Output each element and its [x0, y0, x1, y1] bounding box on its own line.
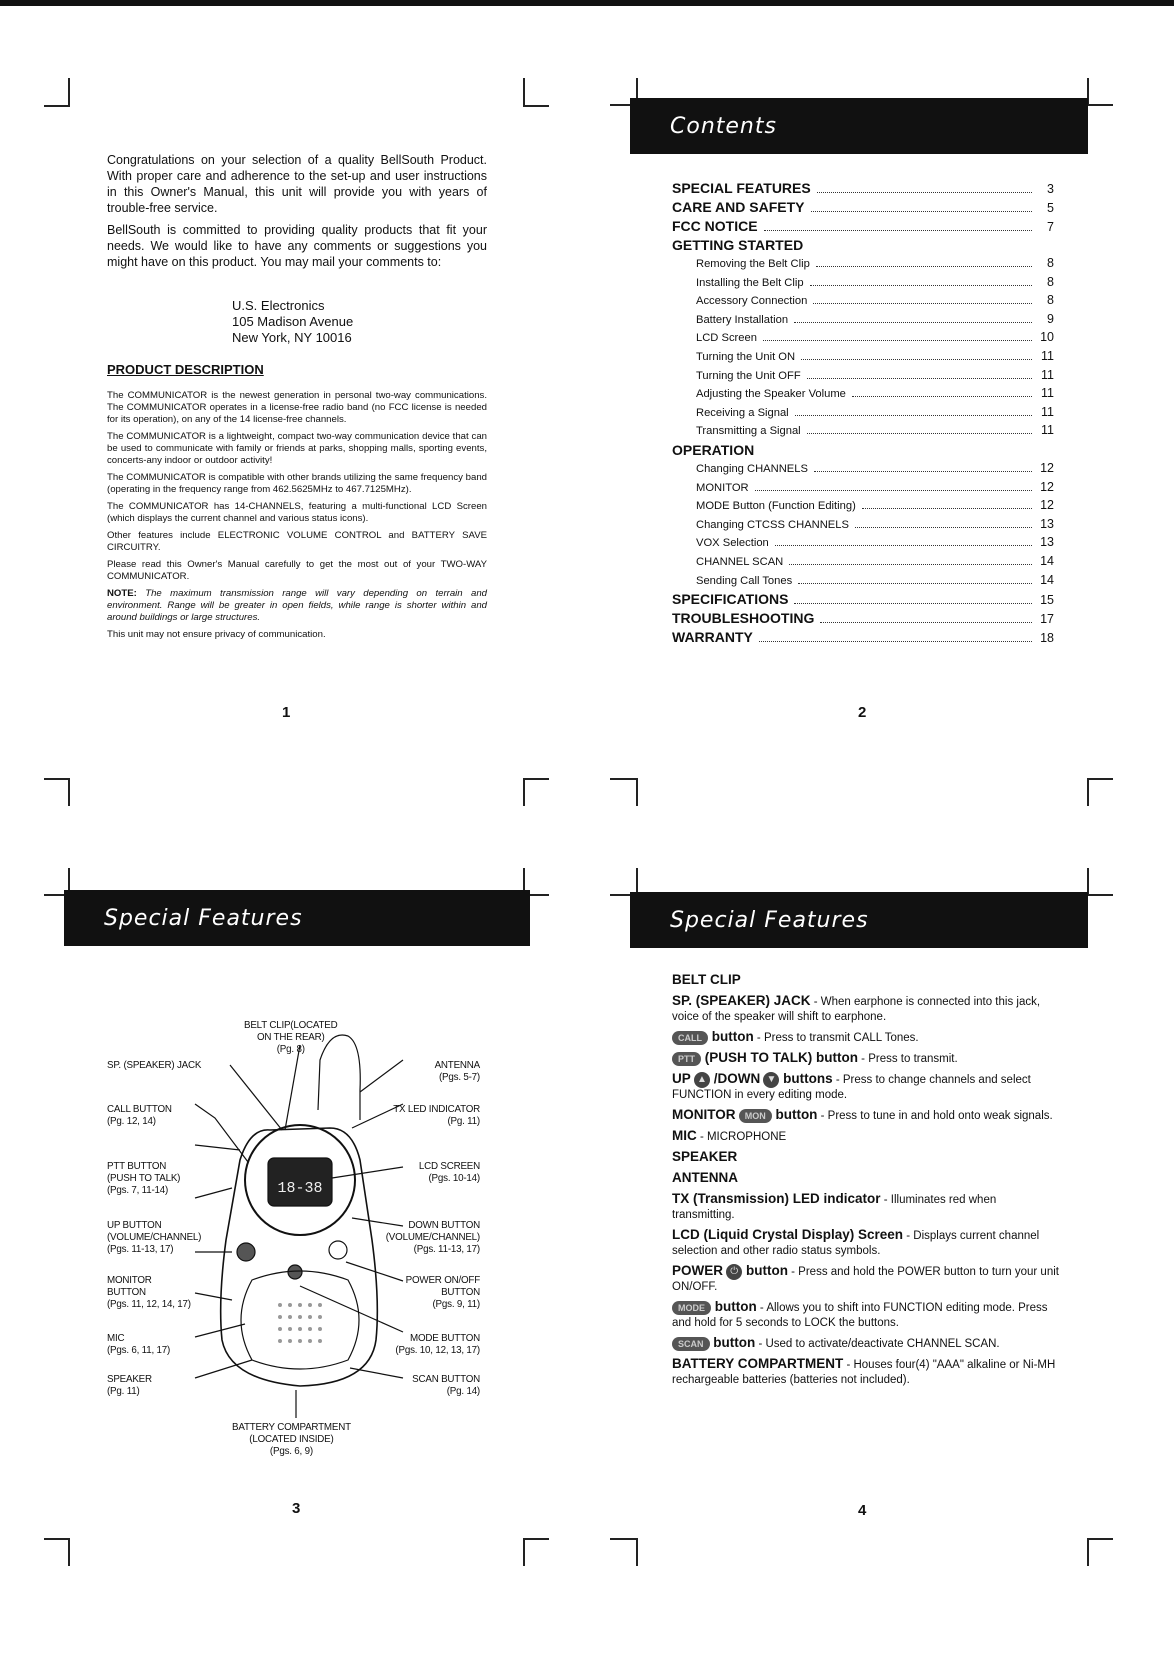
leader-line [300, 1286, 403, 1332]
callout-tx-led [393, 1104, 480, 1128]
toc-entry-label: Accessory Connection [696, 295, 808, 308]
callout-line: (Pgs. 11-13, 17) [413, 1244, 480, 1255]
toc-entry-label: Adjusting the Speaker Volume [696, 388, 846, 401]
callout-line: (Pgs. 11-13, 17) [107, 1244, 174, 1255]
feature-updown-buttons: UP ▲ /DOWN ▼ buttons - Press to change channels and select FUNCTION in every editing mode. [672, 1071, 1031, 1101]
callout-line: PTT BUTTON [107, 1161, 167, 1172]
page-number: 1 [282, 704, 291, 721]
leader-line [195, 1188, 232, 1198]
callout-power-button [406, 1275, 480, 1311]
up-arrow-icon: ▲ [694, 1072, 710, 1088]
toc-entry-label: Transmitting a Signal [696, 425, 801, 438]
call-button-icon: CALL [672, 1031, 708, 1045]
callout-line: SCAN BUTTON [412, 1374, 480, 1385]
leader-line [285, 1045, 300, 1130]
note-text: The maximum transmission range will vary depending on terrain and environment. Range will be greater in open fields, while range is shorter within and around buildings or large structures. [107, 588, 487, 623]
special-features-banner: Special Features [630, 892, 1088, 948]
feature-antenna: ANTENNA [672, 1170, 738, 1185]
toc-entry-page: 3 [1047, 182, 1054, 196]
callout-line: (Pgs. 6, 11, 17) [107, 1345, 171, 1356]
toc-entry-page: 11 [1041, 367, 1054, 382]
toc-entry-page: 11 [1041, 423, 1054, 438]
leader-line [230, 1065, 282, 1130]
toc-entry-label: CARE AND SAFETY [672, 199, 805, 215]
monitor-button-icon: MON [739, 1109, 772, 1123]
toc-entry-label: Sending Call Tones [696, 574, 793, 587]
description-paragraph: The COMMUNICATOR is a lightweight, compact two-way communication device that can be used to communicate with family or friends at parks, shopping malls, sporting events, concerts-any indoor or outdoor activity! [107, 431, 487, 466]
diagram-shape [278, 1339, 282, 1343]
callout-line: BELT CLIP(LOCATED [244, 1020, 338, 1031]
feature-tx-led: TX (Transmission) LED indicator - Illuminates red when transmitting. [672, 1191, 997, 1221]
diagram-shape [288, 1303, 292, 1307]
leader-line [195, 1324, 245, 1337]
feature-mic: MIC - MICROPHONE [672, 1128, 787, 1143]
toc-entry-label: LCD Screen [696, 332, 757, 345]
intro-paragraph: BellSouth is committed to providing quality products that fit your needs. We would like to have any comments or suggestions you might have on this product. You may mail your comments to: [107, 223, 487, 269]
callout-line: CALL BUTTON [107, 1104, 172, 1115]
leader-line [195, 1360, 252, 1378]
callout-speaker [107, 1374, 152, 1398]
diagram-shape [308, 1315, 312, 1319]
callout-line: BATTERY COMPARTMENT [232, 1422, 351, 1433]
diagram-shape [318, 1303, 322, 1307]
toc-entry-label: Turning the Unit ON [696, 350, 796, 363]
callout-line: TX LED INDICATOR [393, 1104, 480, 1115]
description-paragraph: The COMMUNICATOR is the newest generation in personal two-way communications. The COMMUNICATOR operates in a license-free radio band (no FCC license is needed for its operation), on any of the 14 license-free channels. [107, 390, 487, 425]
diagram-shape [278, 1303, 282, 1307]
toc-entry-page: 13 [1040, 535, 1054, 550]
leader-line [195, 1293, 232, 1300]
diagram-shape [288, 1327, 292, 1331]
callout-mode-button [395, 1333, 480, 1357]
diagram-shape [318, 1315, 322, 1319]
diagram-shape [288, 1315, 292, 1319]
leader-line [350, 1368, 403, 1378]
mode-button-shape [288, 1265, 302, 1279]
feature-belt-clip: BELT CLIP [672, 972, 741, 987]
diagram-shape [308, 1327, 312, 1331]
lcd-readout: 18-38 [277, 1180, 323, 1197]
callout-belt-clip [244, 1020, 338, 1056]
toc-entry-label: Removing the Belt Clip [696, 258, 810, 270]
description-paragraph: The COMMUNICATOR has 14-CHANNELS, featuring a multi-functional LCD Screen (which displays the current channel and various status icons). [107, 501, 487, 524]
leader-line [332, 1167, 403, 1178]
diagram-shape [318, 1339, 322, 1343]
callout-line: (Pg. 11) [447, 1116, 480, 1127]
ptt-button-icon: PTT [672, 1052, 701, 1066]
callout-scan-button [412, 1374, 480, 1398]
callout-line: (Pg. 11) [107, 1386, 140, 1397]
toc-entry-label: SPECIAL FEATURES [672, 180, 811, 196]
callout-line: (VOLUME/CHANNEL) [107, 1232, 202, 1243]
description-paragraph: Please read this Owner's Manual carefully to get the most out of your TWO-WAY COMMUNICATOR. [107, 559, 487, 582]
toc-entry-page: 10 [1040, 330, 1054, 345]
callout-line: (Pg. 12, 14) [107, 1116, 156, 1127]
toc-entry-label: Receiving a Signal [696, 406, 789, 419]
note-label: NOTE: [107, 588, 137, 599]
privacy-note: This unit may not ensure privacy of communication. [107, 629, 326, 640]
page-number: 3 [292, 1500, 301, 1517]
toc-entry-label: Installing the Belt Clip [696, 276, 804, 289]
toc-entry-page: 13 [1040, 516, 1054, 531]
toc-entry-page: 14 [1040, 572, 1054, 587]
callout-line: (PUSH TO TALK) [107, 1173, 181, 1184]
intro-paragraph: Congratulations on your selection of a quality BellSouth Product. With proper care and adherence to the set-up and user instructions in this Owner's Manual, this unit will provide you with years of trouble-free service. [107, 153, 487, 215]
callout-line: DOWN BUTTON [408, 1220, 480, 1231]
callout-line: SP. (SPEAKER) JACK [107, 1060, 202, 1071]
toc-entry-label: Changing CHANNELS [696, 462, 808, 475]
special-features-banner: Special Features [64, 890, 530, 946]
diagram-shape [308, 1303, 312, 1307]
diagram-shape [298, 1303, 302, 1307]
toc-entry-page: 15 [1040, 593, 1054, 608]
feature-list [672, 972, 1062, 1392]
callout-line: (LOCATED INSIDE) [249, 1434, 334, 1445]
callout-down-button [386, 1220, 480, 1256]
description-paragraph: The COMMUNICATOR is compatible with other brands utilizing the same frequency band (operating in the frequency range from 462.5625MHz to 467.7125MHz). [107, 472, 487, 495]
callout-line: ANTENNA [434, 1060, 480, 1071]
callout-line: MONITOR [107, 1275, 152, 1286]
callout-line: (Pg. 8) [276, 1044, 305, 1055]
callout-line: UP BUTTON [107, 1220, 162, 1231]
diagram-shape [298, 1315, 302, 1319]
callout-line: BUTTON [107, 1287, 146, 1298]
address-line: 105 Madison Avenue [232, 314, 354, 329]
toc-entry-page: 9 [1047, 311, 1054, 326]
callout-sp-jack [107, 1060, 201, 1072]
callout-lcd-screen [419, 1161, 480, 1185]
toc-section-heading: GETTING STARTED [672, 237, 804, 253]
feature-mode-button: MODE button - Allows you to shift into FUNCTION editing mode. Press and hold for 5 seconds to LOCK the buttons. [672, 1299, 1048, 1329]
section-heading: PRODUCT DESCRIPTION [107, 362, 264, 377]
toc-entry-label: WARRANTY [672, 629, 753, 646]
toc-entry-page: 11 [1041, 386, 1054, 401]
toc-entry-label: CHANNEL SCAN [696, 555, 784, 568]
callout-line: (Pg. 14) [446, 1386, 480, 1397]
contents-banner: Contents [630, 98, 1088, 154]
callout-line: (Pgs. 9, 11) [432, 1299, 480, 1310]
toc-entry-label: SPECIFICATIONS [672, 591, 789, 608]
diagram-shape [298, 1339, 302, 1343]
toc-entry-page: 5 [1047, 201, 1054, 215]
toc-entry-page: 8 [1047, 274, 1054, 289]
callout-line: (Pgs. 10, 12, 13, 17) [395, 1345, 480, 1356]
diagram-shape [308, 1339, 312, 1343]
toc-section-heading: OPERATION [672, 441, 755, 458]
feature-scan-button: SCAN button - Used to activate/deactivate CHANNEL SCAN. [672, 1335, 1062, 1352]
diagram-shape [298, 1327, 302, 1331]
toc-entry-label: Turning the Unit OFF [696, 369, 801, 382]
callout-call-button [107, 1104, 172, 1128]
callout-line: POWER ON/OFF [405, 1275, 480, 1286]
callout-antenna [435, 1060, 480, 1084]
callout-mic [107, 1333, 170, 1357]
leader-line [360, 1060, 403, 1092]
diagram-shape [288, 1339, 292, 1343]
toc-entry-page: 12 [1040, 498, 1054, 513]
scan-button-icon: SCAN [672, 1337, 710, 1351]
address-line: New York, NY 10016 [232, 330, 352, 345]
callout-line: LCD SCREEN [418, 1161, 480, 1172]
diagram-shape [318, 1327, 322, 1331]
toc-entry-page: 12 [1040, 479, 1054, 494]
callout-ptt-button [107, 1161, 180, 1197]
toc-entry-label: TROUBLESHOOTING [672, 610, 815, 627]
callout-line: (VOLUME/CHANNEL) [385, 1232, 480, 1243]
feature-power-button: POWER ⏻ button - Press and hold the POWER button to turn your unit ON/OFF. [672, 1263, 1059, 1293]
diagram-shape [278, 1327, 282, 1331]
callout-line: (Pgs. 6, 9) [269, 1446, 313, 1457]
toc-entry-page: 12 [1040, 460, 1054, 475]
toc-entry-page: 14 [1040, 553, 1054, 568]
callout-line: (Pgs. 10-14) [428, 1173, 480, 1184]
toc-entry-label: MONITOR [696, 481, 749, 494]
callout-line: MODE BUTTON [409, 1333, 480, 1344]
callout-line: (Pgs. 11, 12, 14, 17) [107, 1299, 191, 1310]
toc-entry-label: FCC NOTICE [672, 218, 758, 234]
feature-battery: BATTERY COMPARTMENT - Houses four(4) "AAA" alkaline or Ni-MH rechargeable batteries (batteries not included). [672, 1356, 1056, 1386]
callout-line: (Pgs. 7, 11-14) [107, 1185, 169, 1196]
leader-line [195, 1145, 240, 1150]
toc-entry-label: Battery Installation [696, 313, 789, 326]
toc-entry-page: 11 [1041, 404, 1054, 419]
callout-line: MIC [107, 1333, 125, 1344]
leader-line [195, 1104, 248, 1162]
toc-entry-page: 18 [1040, 631, 1054, 646]
callout-line: ON THE REAR) [256, 1032, 325, 1043]
toc-entry-label: Changing CTCSS CHANNELS [696, 518, 849, 531]
callout-line: BUTTON [441, 1287, 480, 1298]
toc-entry-page: 7 [1047, 220, 1054, 234]
toc-entry-page: 11 [1041, 348, 1054, 363]
feature-speaker: SPEAKER [672, 1149, 738, 1164]
feature-monitor-button: MONITOR MON button - Press to tune in and hold onto weak signals. [672, 1107, 1053, 1122]
power-button-shape [329, 1241, 347, 1259]
feature-sp-jack: SP. (SPEAKER) JACK - When earphone is connected into this jack, voice of the speaker will shift to earphone. [672, 993, 1041, 1023]
callout-line: (Pgs. 5-7) [438, 1072, 480, 1083]
page-number: 4 [858, 1502, 867, 1519]
toc-entry-page: 8 [1047, 256, 1054, 270]
toc-entry-label: VOX Selection [696, 537, 769, 550]
monitor-button-shape [237, 1243, 255, 1261]
power-icon: ⏻ [726, 1264, 742, 1280]
speaker-grille [241, 1271, 359, 1369]
diagram-shape [278, 1315, 282, 1319]
description-paragraph: Other features include ELECTRONIC VOLUME CONTROL and BATTERY SAVE CIRCUITRY. [107, 530, 487, 553]
callout-monitor-button [107, 1275, 191, 1311]
address-line: U.S. Electronics [232, 298, 325, 313]
callout-battery [232, 1422, 351, 1458]
feature-ptt-button: PTT (PUSH TO TALK) button - Press to transmit. [672, 1050, 1062, 1067]
callout-line: SPEAKER [107, 1374, 152, 1385]
callout-up-button [107, 1220, 201, 1256]
toc-entry-page: 17 [1040, 612, 1054, 627]
page-number: 2 [858, 704, 867, 721]
toc-entry-page: 8 [1047, 293, 1054, 308]
toc-entry-label: MODE Button (Function Editing) [696, 500, 856, 513]
mode-button-icon: MODE [672, 1301, 711, 1315]
down-arrow-icon: ▼ [763, 1072, 779, 1088]
feature-call-button: CALL button - Press to transmit CALL Tones. [672, 1029, 1062, 1046]
feature-lcd-screen: LCD (Liquid Crystal Display) Screen - Displays current channel selection and other radio status symbols. [672, 1227, 1040, 1257]
